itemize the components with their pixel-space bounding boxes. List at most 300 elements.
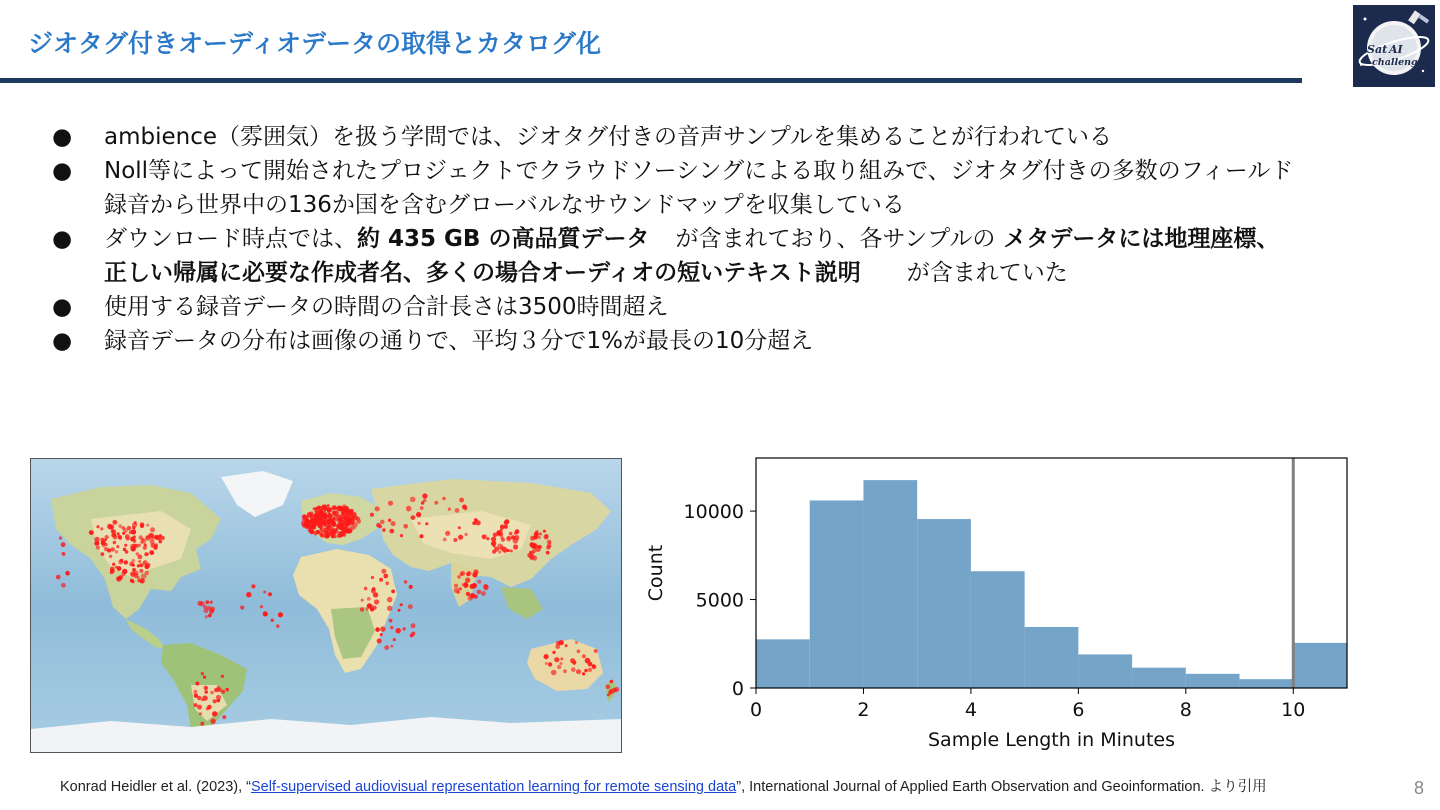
recording-point <box>337 506 342 511</box>
x-tick-label: 4 <box>964 699 977 721</box>
recording-point <box>380 626 385 631</box>
recording-point <box>582 654 586 658</box>
recording-point <box>509 532 513 536</box>
recording-point <box>396 628 401 633</box>
bullet-bold-text: 約 435 GB の高品質データ <box>357 226 650 252</box>
histogram-bar <box>863 480 917 688</box>
recording-point <box>482 535 485 538</box>
recording-point <box>131 529 136 534</box>
histogram-bar <box>1078 654 1132 688</box>
recording-point <box>364 587 367 590</box>
citation-link[interactable]: Self-supervised audiovisual representation learning for remote sensing data <box>251 779 737 795</box>
recording-point <box>120 559 124 563</box>
recording-point <box>476 520 481 525</box>
recording-point <box>203 676 206 679</box>
recording-point <box>474 595 478 599</box>
recording-point <box>594 649 598 653</box>
recording-point <box>321 506 325 510</box>
recording-point <box>387 597 393 603</box>
recording-point <box>457 591 460 594</box>
x-tick-label: 6 <box>1072 699 1085 721</box>
recording-point <box>610 680 613 683</box>
recording-point <box>133 535 136 538</box>
recording-point <box>337 534 341 538</box>
recording-point <box>271 619 274 622</box>
recording-point <box>194 703 198 707</box>
recording-point <box>570 658 575 663</box>
recording-point <box>453 538 457 542</box>
bullet-text: が含まれていた <box>906 260 1068 286</box>
recording-point <box>371 576 374 579</box>
recording-point <box>391 590 395 594</box>
recording-point <box>420 534 424 538</box>
recording-point <box>328 518 332 522</box>
recording-point <box>327 504 330 507</box>
recording-point <box>213 699 217 703</box>
recording-point <box>547 544 552 549</box>
recording-point <box>208 613 211 616</box>
citation-prefix: Konrad Heidler et al. (2023), “ <box>60 779 252 795</box>
recording-point <box>422 493 427 498</box>
histogram-bar <box>1025 627 1079 688</box>
histogram-bar <box>1293 643 1347 688</box>
recording-point <box>155 543 158 546</box>
recording-point <box>408 604 413 609</box>
recording-point <box>582 672 585 675</box>
recording-point <box>398 609 401 612</box>
recording-point <box>384 645 389 650</box>
recording-point <box>389 619 393 623</box>
recording-point <box>443 538 447 542</box>
bullet-text: Noll等によって開始されたプロジェクトでクラウドソーシングによる取り組みで、ジオタグ付きの多数のフィールド <box>104 158 1294 184</box>
recording-point <box>194 694 198 698</box>
recording-point <box>100 527 103 530</box>
recording-point <box>141 574 146 579</box>
recording-point <box>150 539 155 544</box>
bullet-bold-text: メタデータには地理座標、 <box>1003 226 1280 252</box>
recording-point <box>122 569 127 574</box>
bullet-marker: ● <box>52 158 73 184</box>
recording-point <box>331 506 335 510</box>
recording-point <box>161 536 165 540</box>
recording-point <box>337 524 342 529</box>
recording-point <box>559 662 562 665</box>
recording-point <box>361 599 364 602</box>
recording-point <box>251 584 255 588</box>
recording-point <box>207 606 212 611</box>
recording-point <box>377 639 382 644</box>
recording-point <box>138 560 141 563</box>
recording-point <box>459 498 464 503</box>
recording-point <box>312 526 316 530</box>
recording-point <box>379 578 383 582</box>
recording-point <box>313 507 316 510</box>
recording-point <box>225 688 229 692</box>
recording-point <box>105 535 109 539</box>
recording-point <box>146 553 149 556</box>
recording-point <box>551 670 557 676</box>
recording-point <box>613 688 617 692</box>
recording-point <box>200 722 204 726</box>
recording-point <box>337 516 340 519</box>
recording-point <box>460 571 465 576</box>
recording-point <box>111 547 115 551</box>
recording-point <box>210 601 213 604</box>
recording-point <box>563 669 567 673</box>
svg-text:AI: AI <box>1389 43 1403 56</box>
recording-point <box>389 529 394 534</box>
bullet-text: 録音データの分布は画像の通りで、平均３分で1%が最長の10分超え <box>104 328 814 354</box>
recording-point <box>203 605 207 609</box>
recording-point <box>511 535 515 539</box>
recording-point <box>514 531 517 534</box>
recording-point <box>59 536 62 539</box>
histogram-bar <box>1132 668 1186 688</box>
recording-point <box>122 532 125 535</box>
x-tick-label: 0 <box>749 699 763 721</box>
recording-point <box>308 528 313 533</box>
recording-point <box>102 544 106 548</box>
recording-point <box>575 641 578 644</box>
recording-point <box>584 669 587 672</box>
recording-point <box>486 537 489 540</box>
page-title: ジオタグ付きオーディオデータの取得とカタログ化 <box>28 29 602 58</box>
recording-point <box>109 555 112 558</box>
recording-point <box>150 527 155 532</box>
recording-point <box>94 537 99 542</box>
recording-point <box>532 555 537 560</box>
y-tick-label: 0 <box>731 678 744 700</box>
recording-point <box>138 555 143 560</box>
recording-point <box>193 690 197 694</box>
recording-point <box>351 516 355 520</box>
recording-point <box>481 591 486 596</box>
bullet-list <box>52 120 1432 358</box>
recording-point <box>313 531 318 536</box>
recording-point <box>588 668 592 672</box>
recording-point <box>89 530 94 535</box>
recording-point <box>374 599 379 604</box>
recording-point <box>507 536 511 540</box>
recording-point <box>130 579 134 583</box>
recording-point <box>507 549 510 552</box>
y-tick-label: 10000 <box>683 501 744 524</box>
title-rule <box>0 78 1302 83</box>
recording-point <box>492 544 495 547</box>
recording-point <box>543 530 546 533</box>
recording-point <box>327 507 332 512</box>
recording-point <box>380 520 385 525</box>
recording-point <box>380 633 383 636</box>
recording-point <box>197 705 202 710</box>
recording-point <box>204 686 208 690</box>
citation-suffix: ”, International Journal of Applied Earth Observation and Geoinformation. より引用 <box>736 779 1267 795</box>
recording-point <box>535 546 541 552</box>
recording-point <box>263 591 266 594</box>
recording-point <box>442 497 445 500</box>
recording-point <box>458 535 463 540</box>
recording-point <box>382 528 386 532</box>
recording-point <box>376 523 381 528</box>
recording-point <box>61 583 66 588</box>
recording-point <box>350 512 353 515</box>
satai-challenge-logo <box>1353 5 1435 87</box>
recording-point <box>96 525 99 528</box>
recording-point <box>344 512 348 516</box>
recording-point <box>565 644 568 647</box>
recording-point <box>124 544 127 547</box>
recording-point <box>416 512 421 517</box>
recording-point <box>538 536 541 539</box>
citation <box>60 775 1267 796</box>
recording-point <box>484 584 488 588</box>
recording-point <box>205 600 209 604</box>
recording-point <box>371 589 376 594</box>
bullet-marker: ● <box>52 294 73 320</box>
recording-point <box>146 524 149 527</box>
recording-point <box>385 582 389 586</box>
recording-point <box>458 526 461 529</box>
recording-point <box>370 513 374 517</box>
recording-point <box>367 597 371 601</box>
y-tick-label: 5000 <box>695 589 744 612</box>
recording-point <box>466 592 470 596</box>
histogram-bar <box>1186 674 1240 688</box>
recording-point <box>303 523 308 528</box>
recording-point <box>135 544 139 548</box>
recording-point <box>410 497 416 503</box>
recording-point <box>390 626 394 630</box>
recording-point <box>390 645 393 648</box>
histogram-bar <box>971 571 1025 688</box>
bullet-marker: ● <box>52 124 73 150</box>
recording-point <box>366 608 369 611</box>
recording-point <box>547 540 552 545</box>
recording-point <box>535 535 538 538</box>
recording-point <box>420 506 424 510</box>
recording-point <box>498 551 501 554</box>
recording-point <box>61 542 66 547</box>
recording-point <box>101 552 105 556</box>
recording-point <box>137 576 140 579</box>
recording-point <box>467 571 472 576</box>
recording-point <box>101 538 105 542</box>
bullet-text: ambience（雰囲気）を扱う学問では、ジオタグ付きの音声サンプルを集めることが行われている <box>104 124 1112 150</box>
recording-point <box>195 682 199 686</box>
x-tick-label: 8 <box>1179 699 1192 721</box>
recording-point <box>373 606 377 610</box>
recording-point <box>349 526 354 531</box>
recording-point <box>388 501 393 506</box>
recording-point <box>560 657 563 660</box>
recording-point <box>304 516 308 520</box>
recording-point <box>139 569 143 573</box>
recording-point <box>268 592 272 596</box>
recording-point <box>278 612 283 617</box>
recording-point <box>454 584 458 588</box>
recording-point <box>276 624 279 627</box>
recording-point <box>116 577 120 581</box>
recording-point <box>110 525 115 530</box>
recording-point <box>491 537 496 542</box>
recording-point <box>149 550 154 555</box>
recording-point <box>357 517 361 521</box>
bullet-marker: ● <box>52 226 73 252</box>
recording-point <box>146 536 149 539</box>
recording-point <box>112 520 117 525</box>
bullet-item <box>52 222 1432 290</box>
histogram-bar <box>756 639 810 688</box>
recording-point <box>144 564 149 569</box>
recording-point <box>330 533 333 536</box>
recording-point <box>571 667 576 672</box>
recording-point <box>388 519 391 522</box>
bullet-bold-text: 正しい帰属に必要な作成者名、多くの場合オーディオの短いテキスト説明 <box>104 260 861 286</box>
recording-point <box>309 511 313 515</box>
recording-point <box>500 525 505 530</box>
recording-point <box>205 690 208 693</box>
recording-point <box>546 551 550 555</box>
recording-point <box>115 566 118 569</box>
recording-point <box>477 580 481 584</box>
recording-point <box>375 627 380 632</box>
recording-point <box>327 525 332 530</box>
recording-point <box>127 526 131 530</box>
recording-point <box>559 640 564 645</box>
svg-text:Sat: Sat <box>1367 43 1388 56</box>
duration-histogram <box>640 450 1360 760</box>
bullet-text: 録音から世界中の136か国を含むグローバルなサウンドマップを収集している <box>104 192 905 218</box>
y-axis-label: Count <box>645 544 667 602</box>
recording-point <box>65 571 70 576</box>
recording-point <box>118 524 122 528</box>
page-number: 8 <box>1414 778 1425 798</box>
recording-point <box>344 506 349 511</box>
recording-point <box>325 533 330 538</box>
recording-point <box>472 521 476 525</box>
recording-point <box>222 715 226 719</box>
x-axis-label: Sample Length in Minutes <box>927 729 1176 751</box>
recording-point <box>341 523 344 526</box>
recording-point <box>360 607 364 611</box>
recording-point <box>492 550 496 554</box>
recording-point <box>497 544 503 550</box>
recording-point <box>554 657 559 662</box>
recording-point <box>217 688 222 693</box>
recording-point <box>557 665 561 669</box>
recording-point <box>421 501 425 505</box>
recording-point <box>116 545 119 548</box>
recording-point <box>327 513 332 518</box>
recording-point <box>137 564 140 567</box>
svg-text:challenge: challenge <box>1372 57 1424 68</box>
recording-point <box>104 547 108 551</box>
recording-point <box>544 654 549 659</box>
recording-point <box>434 501 438 505</box>
recording-point <box>406 506 412 512</box>
recording-point <box>117 532 120 535</box>
histogram-bar <box>810 500 864 688</box>
recording-point <box>606 685 611 690</box>
recording-point <box>201 698 204 701</box>
recording-point <box>445 531 450 536</box>
recording-point <box>418 522 421 525</box>
recording-point <box>110 569 114 573</box>
recording-point <box>381 569 386 574</box>
recording-point <box>592 664 595 667</box>
recording-point <box>240 605 244 609</box>
recording-point <box>333 517 336 520</box>
recording-point <box>375 506 380 511</box>
recording-point <box>149 533 154 538</box>
bullet-item <box>52 154 1432 222</box>
recording-point <box>463 583 468 588</box>
recording-point <box>455 508 460 513</box>
recording-point <box>500 536 503 539</box>
bullet-item <box>52 120 1432 154</box>
recording-point <box>457 575 460 578</box>
recording-point <box>207 705 212 710</box>
recording-point <box>118 535 122 539</box>
recording-point <box>552 651 555 654</box>
recording-point <box>199 712 202 715</box>
recording-point <box>344 516 349 521</box>
recording-point <box>504 520 508 524</box>
histogram-bar <box>917 519 971 688</box>
bullet-text: 使用する録音データの時間の合計長さは3500時間超え <box>104 294 669 320</box>
recording-point <box>577 650 581 654</box>
recording-point <box>400 603 403 606</box>
recording-point <box>465 533 468 536</box>
recording-point <box>411 623 416 628</box>
recording-point <box>545 662 548 665</box>
recording-point <box>123 548 127 552</box>
recording-point <box>448 508 451 511</box>
recording-point <box>320 530 323 533</box>
recording-point <box>201 672 204 675</box>
recording-point <box>322 535 325 538</box>
x-axis-ticks <box>750 688 1305 721</box>
bullet-item <box>52 324 1432 358</box>
recording-point <box>529 551 532 554</box>
recording-point <box>411 632 415 636</box>
bullet-marker: ● <box>52 328 73 354</box>
recording-point <box>132 568 136 572</box>
recording-point <box>391 521 396 526</box>
x-tick-label: 2 <box>857 699 870 721</box>
recording-point <box>210 691 214 695</box>
recording-point <box>132 526 135 529</box>
recording-point <box>113 541 117 545</box>
histogram-bars <box>756 480 1347 688</box>
world-map-image <box>30 458 622 753</box>
recording-point <box>473 569 478 574</box>
recording-point <box>497 532 502 537</box>
recording-point <box>411 515 416 520</box>
bullet-text: が含まれており、各サンプルの <box>675 226 996 252</box>
recording-point <box>539 532 542 535</box>
recording-point <box>143 546 147 550</box>
recording-point <box>367 603 372 608</box>
recording-point <box>263 611 268 616</box>
recording-point <box>56 575 61 580</box>
recording-point <box>112 563 115 566</box>
recording-point <box>126 537 130 541</box>
recording-point <box>205 615 208 618</box>
recording-point <box>404 580 407 583</box>
recording-point <box>221 675 224 678</box>
recording-point <box>260 605 263 608</box>
